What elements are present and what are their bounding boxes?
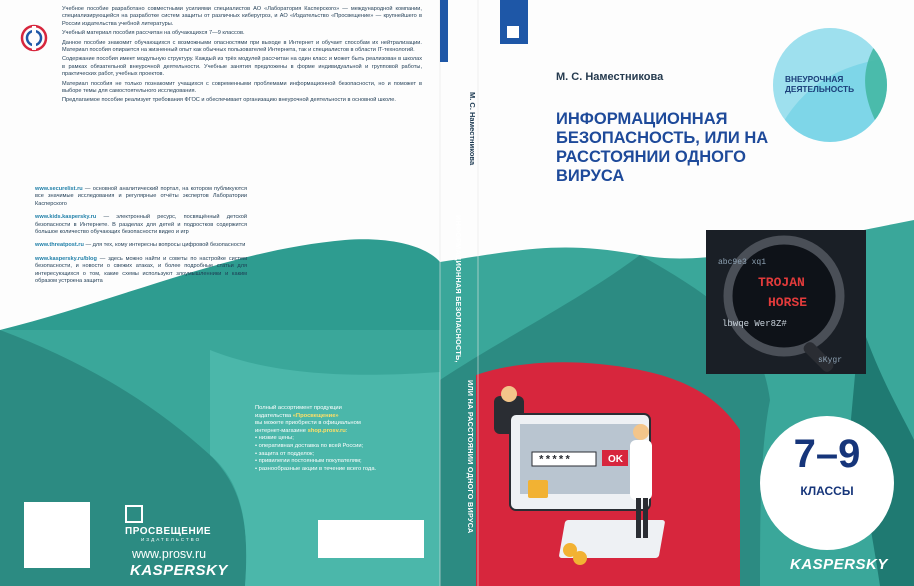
coin-icon — [573, 551, 587, 565]
isbn-barcode-area — [24, 502, 90, 568]
magnifier-word: TROJAN — [758, 275, 805, 290]
resource-item — [35, 242, 247, 249]
front-author: М. С. Наместникова — [556, 71, 664, 83]
kaspersky-logo-back: KASPERSKY — [130, 562, 228, 579]
svg-text:sKygr: sKygr — [818, 356, 843, 365]
svg-text:abc9e3 xq1: abc9e3 xq1 — [718, 258, 767, 267]
shop-bullet: • низкие цены; — [255, 435, 294, 442]
back-paragraph: Учебный материал пособия рассчитан на обучающихся 7—9 классов. — [62, 30, 245, 37]
password-stars: ***** — [538, 455, 572, 467]
resource-desc: — основной аналитический портал, на котором публикуются все значимые исследования и регулярные отчёты экспертов Лаборатории Касперского — [35, 186, 247, 207]
spine-publisher-tab — [440, 0, 448, 62]
resource-item — [35, 186, 247, 208]
shop-line: интернет-магазине shop.prosv.ru: — [255, 427, 348, 434]
resource-item — [35, 214, 247, 236]
svg-text:lbwqe Wer8Z#: lbwqe Wer8Z# — [722, 319, 787, 329]
spine-author: М. С. Наместникова — [468, 92, 477, 166]
shop-line: Полный ассортимент продукции — [255, 405, 342, 411]
back-paragraph: Содержание пособия имеет модульную структуру. Каждый из трёх модулей рассчитан на один класс и может быть реализован в школах в рамках обязательной внеурочной деятельности. Учебные занятия предложены в форме индивидуальной и групповой работы, практических работ, учебных проектов. — [62, 56, 422, 78]
resource-links — [35, 186, 247, 291]
ok-label: OK — [608, 454, 623, 465]
magnifier-word: HORSE — [768, 295, 808, 310]
badge-label: ВНЕУРОЧНАЯ ДЕЯТЕЛЬНОСТЬ — [785, 74, 855, 94]
resource-desc: — для тех, кому интересны вопросы цифровой безопасности — [83, 242, 246, 249]
publisher-subtitle: ИЗДАТЕЛЬСТВО — [141, 537, 202, 542]
shop-link[interactable]: shop.prosv.ru — [307, 427, 346, 434]
kaspersky-lab-circle-logo — [20, 24, 48, 52]
kaspersky-logo-front: KASPERSKY — [790, 556, 888, 573]
shop-info — [255, 405, 435, 473]
spine-title-line1: ИНФОРМАЦИОННАЯ БЕЗОПАСНОСТЬ, — [454, 215, 463, 363]
shop-publisher: «Просвещение» — [292, 412, 339, 419]
magnifier-illustration — [698, 222, 874, 382]
back-description — [62, 6, 422, 107]
resource-desc: — здесь можно найти и советы по настройке систем безопасности, и новости о свежих атаках, и более подробные статьи для интересующихся о том, какие схемы используют злоумышленники и каким образом устроена защита — [35, 255, 247, 285]
publisher-name: ПРОСВЕЩЕНИЕ — [125, 526, 212, 537]
resource-link[interactable]: www.threatpost.ru — [35, 242, 84, 249]
publisher-site[interactable]: www.prosv.ru — [132, 547, 207, 561]
resource-item — [35, 256, 247, 286]
grade-numbers: 7–9 — [793, 432, 861, 476]
back-paragraph: Данное пособие знакомит обучающихся с возможными опасностями при выходе в Интернет и обучает способам их нейтрализации. Материал пособия опирается на жизненный опыт как обычных пользователей Интернета, так и специалистов в области IT-технологий. — [62, 39, 422, 54]
resource-desc: — электронный ресурс, посвящённый детской безопасности в Интернете. В разделах для детей и подростков содержится большое количество обучающих безопасности видео и игр — [35, 214, 247, 236]
grade-label: КЛАССЫ — [800, 484, 854, 498]
front-title: ИНФОРМАЦИОННАЯ БЕЗОПАСНОСТЬ, ИЛИ НА РАССТОЯНИИ ОДНОГО ВИРУСА — [556, 110, 769, 185]
resource-link[interactable]: www.kaspersky.ru/blog — [35, 255, 97, 262]
lock-icon — [528, 480, 548, 498]
computer-illustration — [480, 380, 720, 580]
resource-link[interactable]: www.securelist.ru — [35, 186, 83, 192]
barcode-sticker — [318, 520, 424, 558]
shop-line: вы можете приобрести в официальном — [255, 420, 361, 427]
publisher-book-icon — [507, 26, 519, 38]
resource-link[interactable]: www.kids.kaspersky.ru — [35, 214, 97, 221]
publisher-logo-icon — [125, 505, 143, 523]
shop-bullet: • защита от подделок; — [255, 450, 315, 457]
shop-line: издательства «Просвещение» — [255, 412, 339, 419]
shop-bullet: • разнообразные акции в течение всего года. — [255, 465, 377, 472]
back-paragraph: Материал пособия не только познакомит учащихся с современными проблемами информационной безопасности, но и поможет в выборе темы для самостоятельного исследования. — [62, 80, 422, 95]
person-figure — [630, 440, 652, 500]
activity-badge — [773, 28, 887, 142]
back-paragraph: Предлагаемое пособие реализует требования ФГОС и обеспечивает организацию внеурочной деятельности в основной школе. — [62, 97, 396, 104]
spine-title-line2: ИЛИ НА РАССТОЯНИИ ОДНОГО ВИРУСА — [466, 380, 475, 534]
shop-bullet: • привилегии постоянным покупателям; — [255, 458, 362, 465]
shop-bullet: • оперативная доставка по всей России; — [255, 442, 364, 449]
back-paragraph: Учебное пособие разработано совместными усилиями специалистов АО «Лаборатория Касперского» — международной компании, специализирующейся на разработке систем защиты от различных киберугроз, и АО «Издательство «Просвещение» — крупнейшего в России издательства учебной литературы. — [62, 6, 422, 27]
